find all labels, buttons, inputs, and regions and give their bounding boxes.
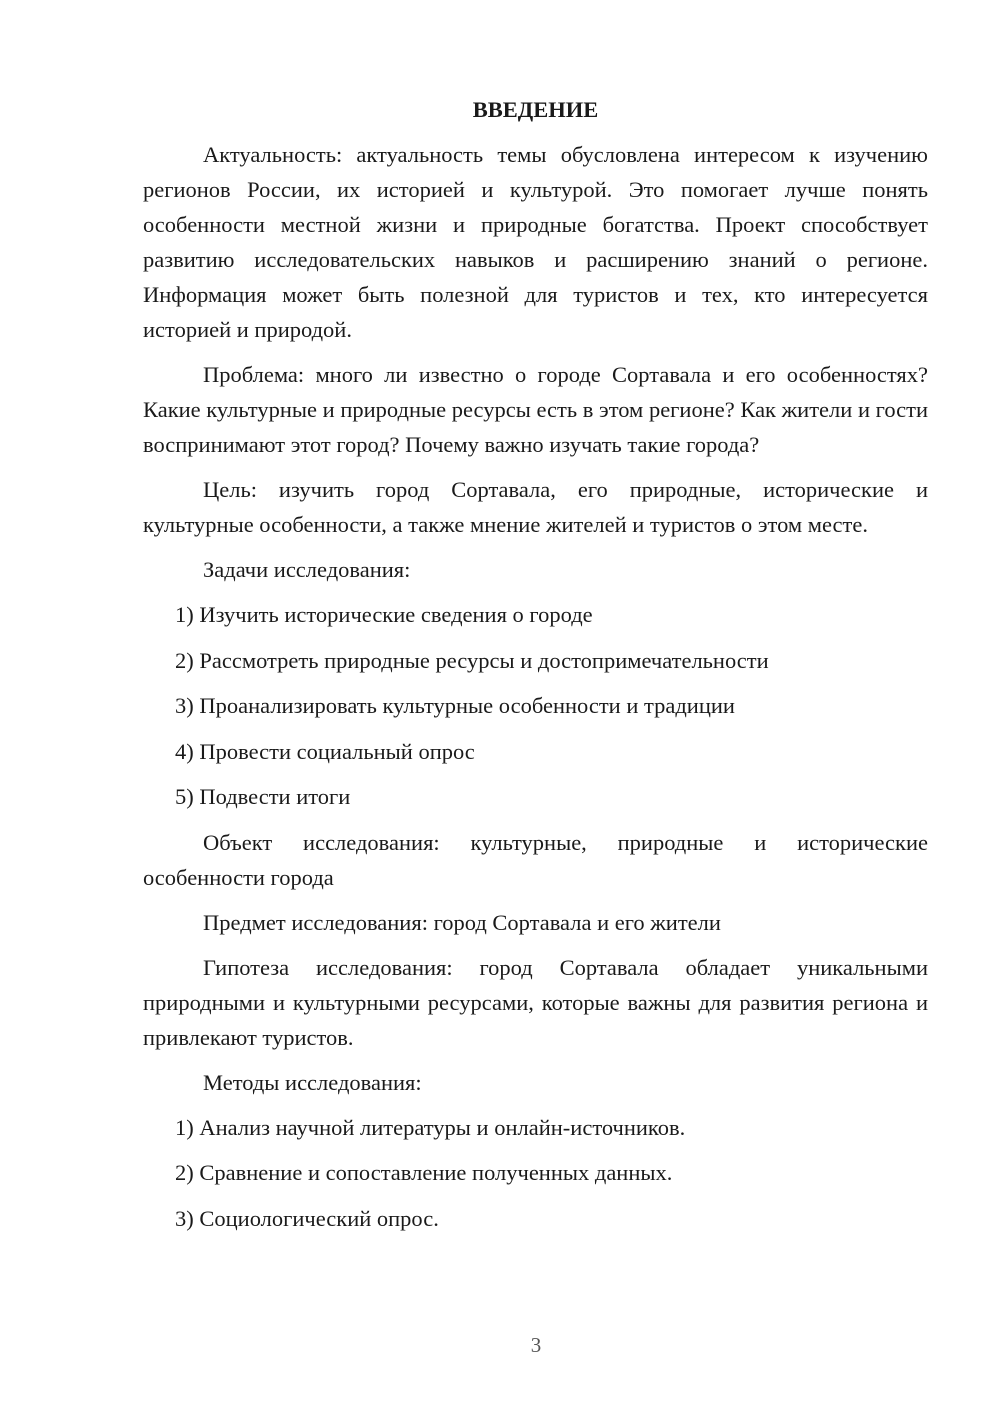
methods-heading: Методы исследования: — [203, 1069, 422, 1095]
tasks-heading: Задачи исследования: — [203, 557, 411, 582]
page-title: ВВЕДЕНИЕ — [472, 97, 599, 122]
subject-paragraph: Предмет исследования: город Сортавала и его жители — [203, 909, 721, 935]
list-item: 2) Рассмотреть природные ресурсы и достопримечательности — [175, 647, 769, 673]
methods-list — [175, 1110, 928, 1236]
page-number: 3 — [530, 1333, 542, 1357]
list-item: 4) Провести социальный опрос — [175, 738, 475, 764]
list-item: 3) Социологический опрос. — [175, 1205, 439, 1231]
page-content — [143, 92, 928, 1246]
list-item: 3) Проанализировать культурные особенности и традиции — [175, 693, 735, 718]
list-item: 2) Сравнение и сопоставление полученных данных. — [175, 1160, 673, 1185]
relevance-paragraph: Актуальность: актуальность темы обусловлена интересом к изучению регионов России, их историей и культурой. Это помогает лучше понять особенности местной жизни и природные богатства. Проект способствует развитию исследовательских навыков и расширению знаний о регионе. Информация может быть полезной для туристов и тех, кто интересуется историей и природой. — [143, 142, 928, 342]
problem-paragraph: Проблема: много ли известно о городе Сортавала и его особенностях? Какие культурные и природные ресурсы есть в этом регионе? Как жители и гости воспринимают этот город? Почему важно изучать такие города? — [143, 362, 928, 457]
list-item: 1) Анализ научной литературы и онлайн-источников. — [175, 1114, 686, 1140]
hypothesis-paragraph: Гипотеза исследования: город Сортавала обладает уникальными природными и культурными ресурсами, которые важны для развития региона и привлекают туристов. — [143, 954, 928, 1050]
object-paragraph: Объект исследования: культурные, природные и исторические особенности города — [143, 829, 928, 890]
list-item: 5) Подвести итоги — [175, 784, 351, 809]
list-item: 1) Изучить исторические сведения о городе — [175, 602, 593, 627]
goal-paragraph: Цель: изучить город Сортавала, его природные, исторические и культурные особенности, а также мнение жителей и туристов о этом месте. — [143, 477, 928, 537]
tasks-list — [175, 597, 928, 814]
